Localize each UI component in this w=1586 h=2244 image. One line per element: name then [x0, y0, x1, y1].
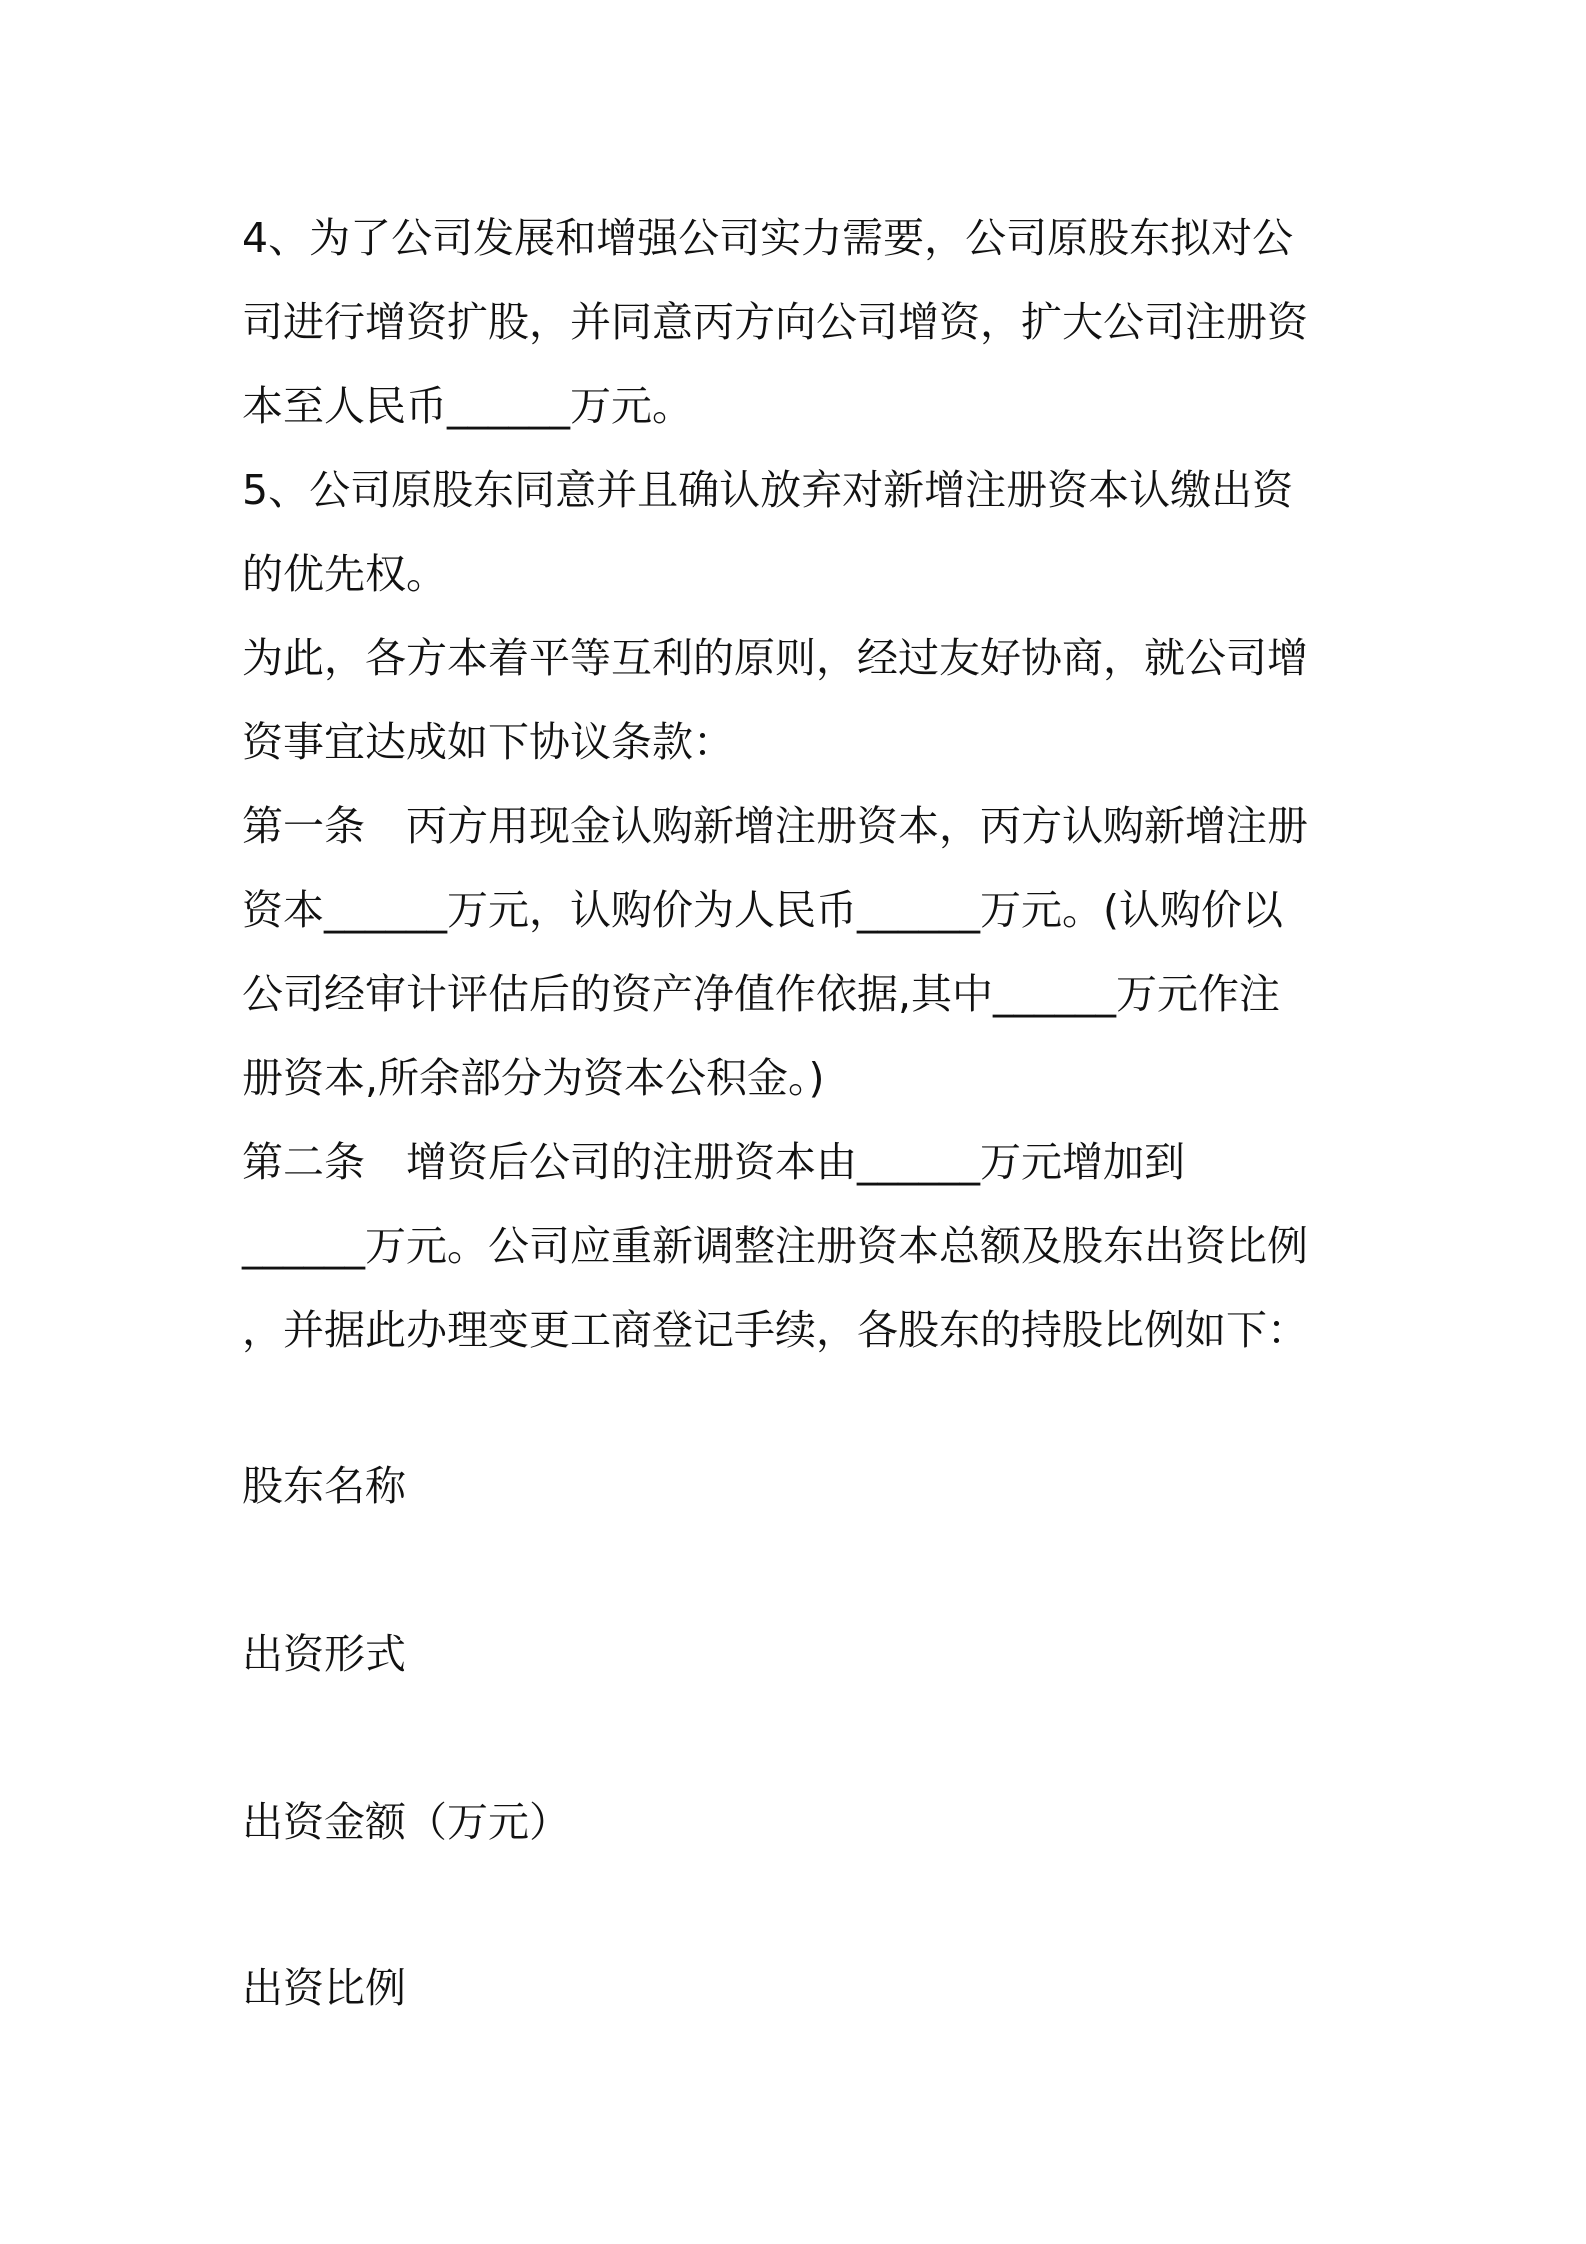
paragraph-5: [242, 448, 1360, 616]
paragraph-line: 4、为了公司发展和增强公司实力需要，公司原股东拟对公: [242, 214, 1294, 262]
paragraph-line: 资本______万元，认购价为人民币______万元。(认购价以: [242, 886, 1283, 934]
paragraph-line: 第二条 增资后公司的注册资本由______万元增加到: [242, 1138, 1185, 1186]
paragraph-line: 的优先权。: [242, 550, 447, 598]
paragraph-line: 司进行增资扩股，并同意丙方向公司增资，扩大公司注册资: [242, 298, 1308, 346]
paragraph-line: 为此，各方本着平等互利的原则，经过友好协商，就公司增: [242, 634, 1308, 682]
table-label: 出资形式: [242, 1630, 406, 1678]
article-1: [242, 784, 1360, 1120]
paragraph-line: ，并据此办理变更工商登记手续，各股东的持股比例如下：: [242, 1306, 1308, 1354]
paragraph-line: 第一条 丙方用现金认购新增注册资本，丙方认购新增注册: [242, 802, 1308, 850]
table-label-contribution-ratio: [242, 1958, 942, 2018]
paragraph-line: 公司经审计评估后的资产净值作依据,其中______万元作注: [242, 970, 1281, 1018]
table-label-shareholder-name: [242, 1456, 942, 1516]
preamble: [242, 616, 1360, 784]
paragraph-line: 本至人民币______万元。: [242, 382, 693, 430]
paragraph-4: [242, 196, 1360, 448]
paragraph-line: 5、公司原股东同意并且确认放弃对新增注册资本认缴出资: [242, 466, 1294, 514]
table-label: 出资比例: [242, 1964, 406, 2012]
paragraph-line: ______万元。公司应重新调整注册资本总额及股东出资比例: [242, 1222, 1308, 1270]
table-label-contribution-form: [242, 1624, 942, 1684]
article-2: [242, 1120, 1360, 1372]
paragraph-line: 资事宜达成如下协议条款：: [242, 718, 734, 766]
agreement-body: [242, 196, 1360, 1372]
table-label: 出资金额（万元）: [242, 1798, 570, 1846]
table-label: 股东名称: [242, 1462, 406, 1510]
table-label-contribution-amount: [242, 1792, 942, 1852]
paragraph-line: 册资本,所余部分为资本公积金。): [242, 1054, 825, 1102]
